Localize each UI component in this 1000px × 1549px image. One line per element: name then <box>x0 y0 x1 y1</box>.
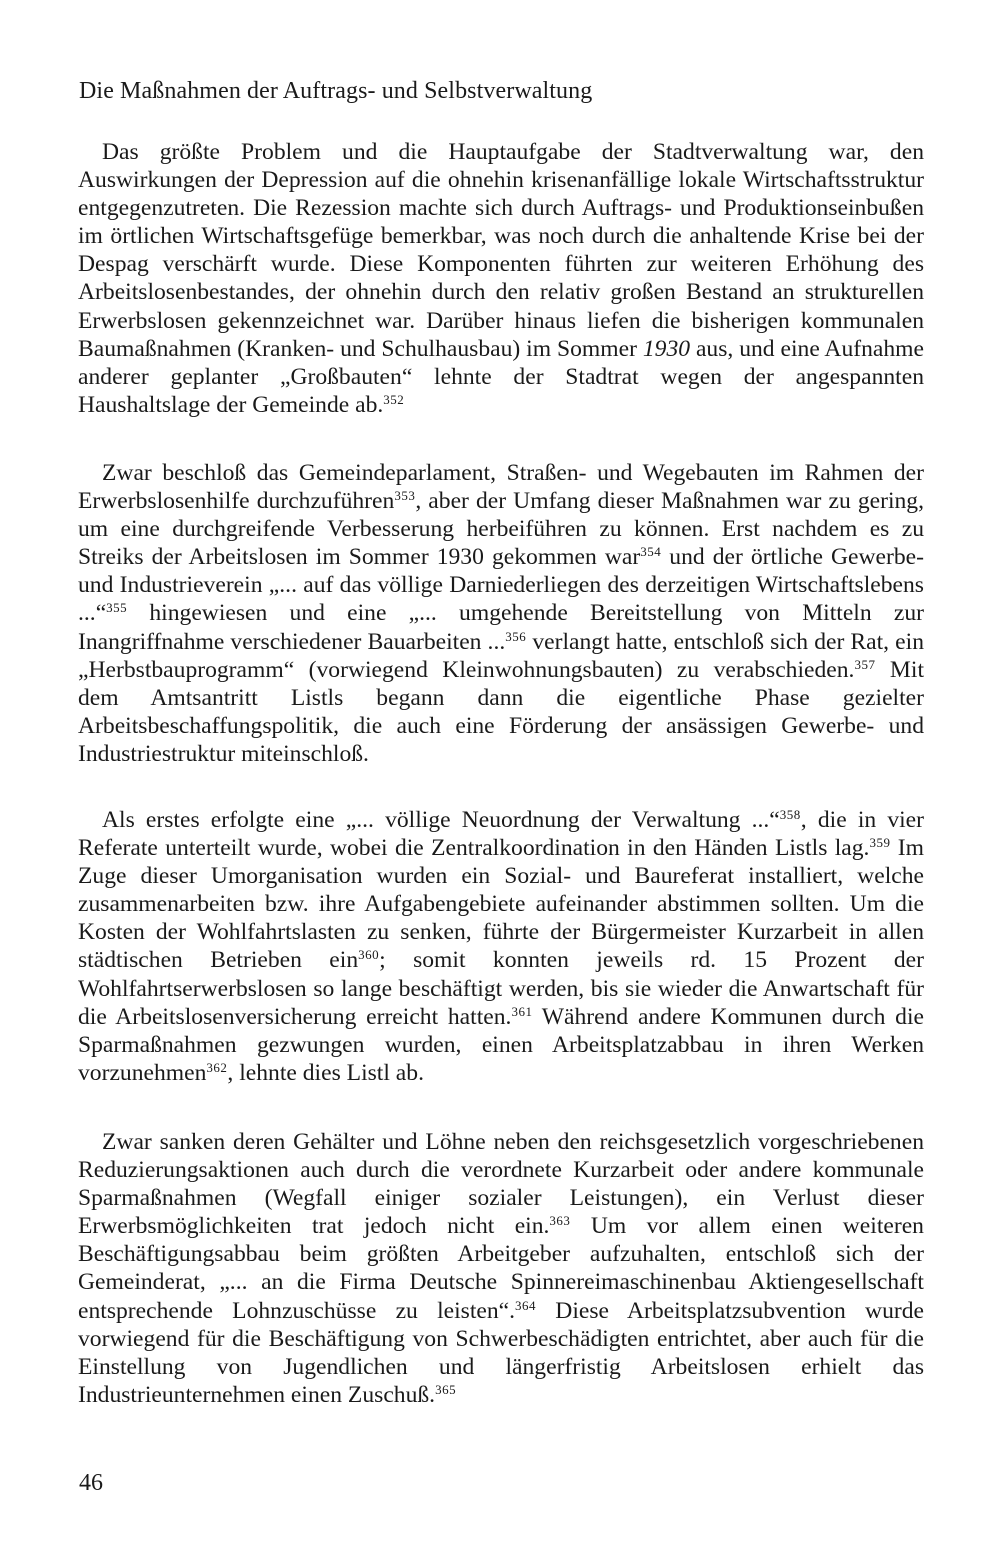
footnote-marker: 361 <box>511 1003 533 1019</box>
body-paragraph <box>78 459 924 768</box>
text-run: Während andere Kommunen durch die Sparmaßnahmen gezwungen wurden, einen Arbeitsplatzabbau in ihren Werken vorzunehmen <box>78 1003 924 1086</box>
text-run: aus, und eine Aufnahme anderer geplanter „Großbauten“ lehnte der Stadtrat wegen der angespannten Haushaltslage der Gemeinde ab. <box>78 335 924 418</box>
text-run: , lehnte dies Listl ab. <box>227 1059 424 1086</box>
text-run: , die in vier Referate unterteilt wurde, wobei die Zentralkoordination in den Händen Listls lag. <box>78 807 925 862</box>
body-paragraph <box>78 806 924 1087</box>
footnote-marker: 354 <box>640 544 662 560</box>
text-run: Diese Arbeitsplatzsubvention wurde vorwiegend für die Beschäftigung von Schwerbeschädigten entrichtet, aber auch für die Einstellung von Jugendlichen und längerfristig Arbeitslosen erhielt das Industrieunternehmen einen Zuschuß. <box>78 1297 924 1408</box>
body-paragraph <box>78 1128 924 1409</box>
footnote-marker: 357 <box>854 656 876 672</box>
text-run: und der örtliche Gewerbe- und Industrieverein „... auf das völlige Darniederliegen des derzeitigen Wirtschaftslebens ...“ <box>78 544 924 627</box>
text-run: Um vor allem einen weiteren Beschäftigungsabbau beim größten Arbeitgeber aufzuhalten, entschloß sich der Gemeinderat, „... an die Firma Deutsche Spinnereimaschinenbau Aktiengesellschaft entsprechende Lohnzuschüsse zu leisten“. <box>78 1213 924 1324</box>
text-run: Zwar beschloß das Gemeindeparlament, Straßen- und Wegebauten im Rahmen der Erwerbslosenhilfe durchzuführen <box>78 460 924 515</box>
footnote-marker: 352 <box>383 391 405 407</box>
footnote-marker: 356 <box>505 628 527 644</box>
text-run: Im Zuge dieser Umorganisation wurden ein Sozial- und Baureferat installiert, welche zusammenarbeiten bzw. ihre Aufgabengebiete aufeinander abstimmen sollten. Um die Kosten der Wohlfahrtslasten zu senken, führte der Bürgermeister Kurzarbeit in allen städtischen Betrieben ein <box>78 835 925 974</box>
text-run: , aber der Umfang dieser Maßnahmen war zu gering, um eine durchgreifende Verbesserung herbeiführen zu können. Erst nachdem es zu Streiks der Arbeitslosen im Sommer 1930 gekommen war <box>78 488 924 571</box>
footnote-marker: 358 <box>779 806 801 822</box>
text-run: verlangt hatte, entschloß sich der Rat, ein „Herbstbauprogramm“ (vorwiegend Kleinwohnungsbauten) zu verabschieden. <box>78 628 924 683</box>
footnote-marker: 360 <box>358 947 380 963</box>
text-run: Mit dem Amtsantritt Listls begann dann die eigentliche Phase gezielter Arbeitsbeschaffungspolitik, die auch eine Förderung der ansässigen Gewerbe- und Industriestruktur miteinschloß. <box>78 656 924 767</box>
footnote-marker: 359 <box>869 835 891 851</box>
body-paragraph <box>78 138 924 419</box>
footnote-marker: 353 <box>394 488 416 504</box>
footnote-marker: 365 <box>435 1381 457 1397</box>
footnote-marker: 364 <box>515 1297 537 1313</box>
footnote-marker: 355 <box>106 600 128 616</box>
text-run: hingewiesen und eine „... umgehende Bereitstellung von Mitteln zur Inangriffnahme verschiedener Bauarbeiten ... <box>78 600 924 655</box>
running-head: Die Maßnahmen der Auftrags- und Selbstverwaltung <box>79 78 593 104</box>
text-run: Zwar sanken deren Gehälter und Löhne neben den reichsgesetzlich vorgeschriebenen Reduzierungsaktionen auch durch die verordnete Kurzarbeit oder andere kommunale Sparmaßnahmen (Wegfall einiger sozialer Leistungen), ein Verlust dieser Erwerbsmöglichkeiten trat jedoch nicht ein. <box>78 1129 924 1240</box>
text-run: Das größte Problem und die Hauptaufgabe der Stadtverwaltung war, den Auswirkungen der Depression auf die ohnehin krisenanfällige lokale Wirtschaftsstruktur entgegenzutreten. Die Rezession machte sich durch Auftrags- und Produktionseinbußen im örtlichen Wirtschaftsgefüge bemerkbar, was noch durch die anhaltende Krise bei der Despag verschärft wurde. Diese Komponenten führten zur weiteren Erhöhung des Arbeitslosenbestandes, der ohnehin durch den relativ großen Bestand an strukturellen Erwerbslosen gekennzeichnet war. Darüber hinaus liefen die bisherigen kommunalen Baumaßnahmen (Kranken- und Schulhausbau) im Sommer <box>78 139 924 362</box>
paragraph-text <box>78 1128 924 1409</box>
paragraph-text <box>78 806 924 1087</box>
paragraph-text <box>78 459 924 768</box>
italic-text: 1930 <box>642 335 691 362</box>
footnote-marker: 363 <box>549 1213 571 1229</box>
paragraph-text <box>78 138 924 419</box>
page-number: 46 <box>79 1470 103 1496</box>
text-run: Als erstes erfolgte eine „... völlige Neuordnung der Verwaltung ...“ <box>102 807 780 833</box>
footnote-marker: 362 <box>206 1059 228 1075</box>
text-run: ; somit konnten jeweils rd. 15 Prozent der Wohlfahrtserwerbslosen so lange beschäftigt werden, bis sie wieder die Anwartschaft für die Arbeitslosenversicherung erreicht hatten. <box>78 947 924 1030</box>
